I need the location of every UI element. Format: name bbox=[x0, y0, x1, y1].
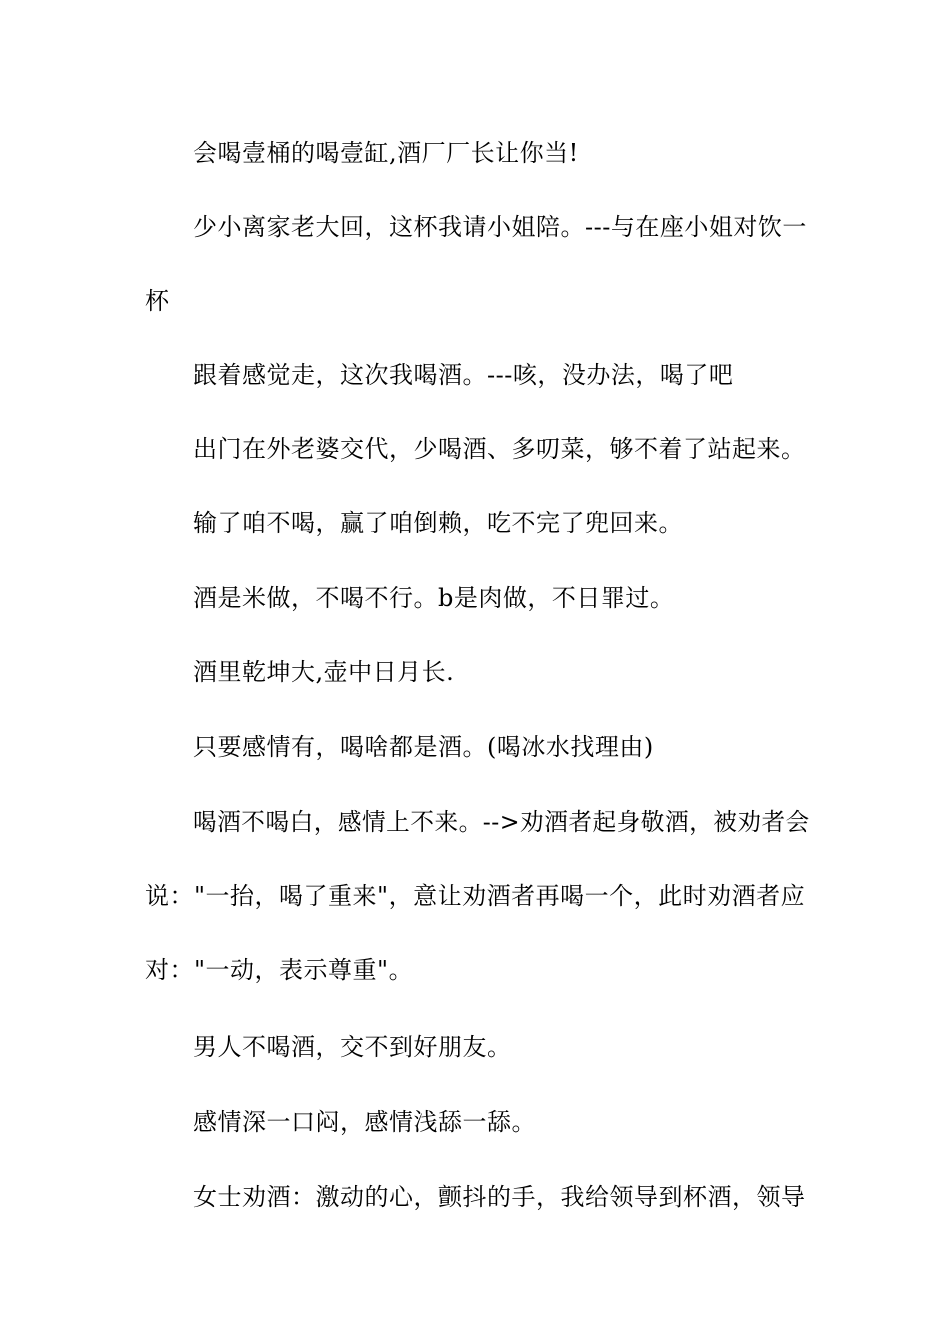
text-line: 少小离家老大回，这杯我请小姐陪。---与在座小姐对饮一 bbox=[193, 213, 807, 241]
text-line: 喝酒不喝白，感情上不来。-->劝酒者起身敬酒，被劝者会 bbox=[193, 808, 810, 836]
text-line: 感情深一口闷，感情浅舔一舔。 bbox=[193, 1108, 536, 1136]
text-line: 酒是米做，不喝不行。b是肉做，不日罪过。 bbox=[193, 584, 675, 612]
text-line: 会喝壹桶的喝壹缸,酒厂厂长让你当! bbox=[193, 139, 579, 167]
text-line: 对："一动，表示尊重"。 bbox=[145, 956, 414, 984]
text-line: 输了咱不喝，赢了咱倒赖，吃不完了兜回来。 bbox=[193, 509, 683, 537]
text-line: 说："一抬，喝了重来"，意让劝酒者再喝一个，此时劝酒者应 bbox=[145, 882, 806, 910]
text-line: 出门在外老婆交代，少喝酒、多叨菜，够不着了站起来。 bbox=[193, 435, 806, 463]
text-line: 酒里乾坤大,壶中日月长. bbox=[193, 658, 455, 686]
text-line: 只要感情有，喝啥都是酒。(喝冰水找理由) bbox=[193, 733, 654, 761]
text-line: 男人不喝酒，交不到好朋友。 bbox=[193, 1033, 512, 1061]
text-line: 杯 bbox=[145, 287, 170, 315]
text-line: 跟着感觉走，这次我喝酒。---咳，没办法，喝了吧 bbox=[193, 361, 734, 389]
text-line: 女士劝酒：激动的心，颤抖的手，我给领导到杯酒，领导 bbox=[193, 1183, 806, 1211]
